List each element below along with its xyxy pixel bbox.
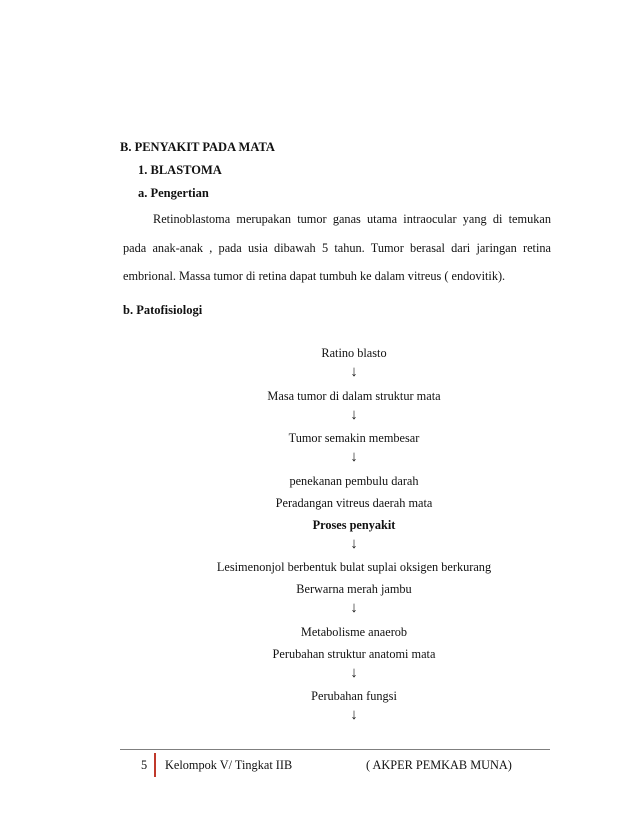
flow-arrow: ↓	[350, 407, 358, 423]
page-number: 5	[141, 758, 148, 772]
flow-arrow: ↓	[350, 600, 358, 616]
flow-arrow: ↓	[350, 707, 358, 723]
flow-step-4: penekanan pembulu darah	[289, 474, 419, 488]
subheading-patofisiologi: b. Patofisiologi	[123, 303, 203, 317]
footer-group: Kelompok V/ Tingkat IIB	[165, 758, 293, 772]
definition-text: Retinoblastoma merupakan tumor ganas utama intraocular yang di temukan pada anak-anak , pada usia dibawah 5 tahun. Tumor berasal dari jaringan retina embrional. Massa tumor di retina dapat tumbuh ke dalam vitreus ( endovitik).	[123, 212, 551, 283]
flow-step-10: Perubahan struktur anatomi mata	[272, 647, 436, 661]
flow-arrow: ↓	[350, 536, 358, 552]
flow-step-2: Masa tumor di dalam struktur mata	[267, 389, 441, 403]
subheading-blastoma: 1. BLASTOMA	[138, 163, 222, 177]
flow-step-1: Ratino blasto	[321, 346, 387, 360]
flow-step-9: Metabolisme anaerob	[300, 625, 408, 639]
section-heading-b: B. PENYAKIT PADA MATA	[120, 140, 275, 154]
definition-paragraph	[123, 205, 551, 291]
flow-step-3: Tumor semakin membesar	[288, 431, 420, 445]
flow-step-6: Proses penyakit	[312, 518, 396, 532]
flow-step-5: Peradangan vitreus daerah mata	[275, 496, 433, 510]
flow-arrow: ↓	[350, 665, 358, 681]
footer-institution: ( AKPER PEMKAB MUNA)	[366, 758, 512, 772]
footer-divider	[120, 749, 550, 750]
flow-step-7: Lesimenonjol berbentuk bulat suplai oksigen berkurang	[216, 560, 492, 574]
page-number-divider	[154, 753, 156, 777]
flow-step-8: Berwarna merah jambu	[296, 582, 412, 596]
flow-arrow: ↓	[350, 364, 358, 380]
flow-step-11: Perubahan fungsi	[311, 689, 397, 703]
flow-arrow: ↓	[350, 449, 358, 465]
subheading-pengertian: a. Pengertian	[138, 186, 209, 200]
